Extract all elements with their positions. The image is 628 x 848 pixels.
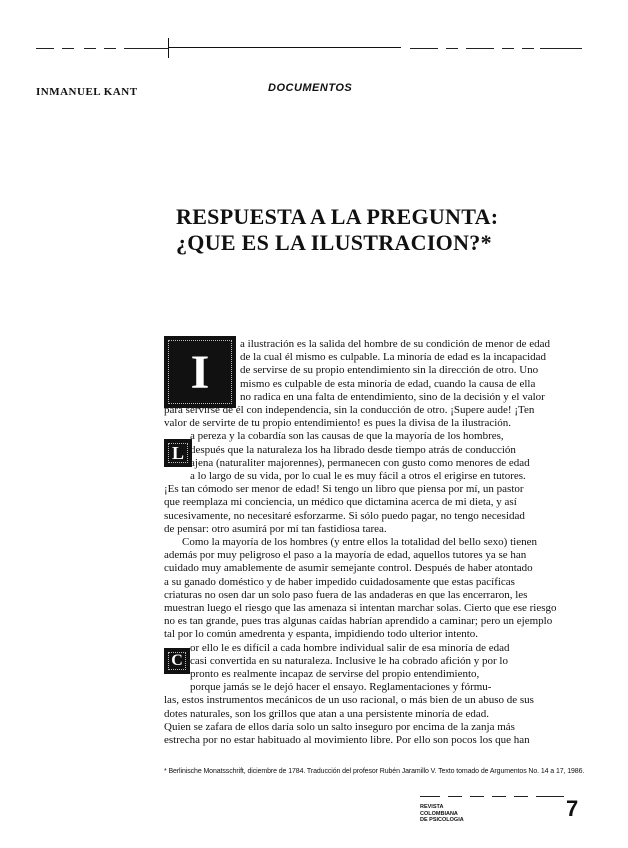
drop-cap-letter: I xyxy=(190,345,210,399)
title-line-1: RESPUESTA A LA PREGUNTA: xyxy=(176,204,499,229)
text-line: Como la mayoría de los hombres (y entre ellos la totalidad del bello sexo) tienen xyxy=(182,536,537,549)
page-number: 7 xyxy=(566,796,579,821)
text-line: cuidado muy amablemente de asumir semejante control. Después de haber atontado xyxy=(164,562,533,575)
text-line: mismo es culpable de esta minoría de edad, cuando la causa de ella xyxy=(240,377,536,390)
header-rule-right xyxy=(522,48,534,49)
text-line: que reemplaza mi conciencia, un médico que dictamina acerca de mi dieta, y así xyxy=(164,496,517,509)
footer-rule xyxy=(448,796,462,797)
text-line: no radica en una falta de entendimiento, sino de la decisión y el valor xyxy=(240,390,545,403)
text-line: porque jamás se le dejó hacer el ensayo. Reglamentaciones y fórmu- xyxy=(190,681,492,694)
header-rule-left xyxy=(36,48,54,49)
header-rule-right xyxy=(502,48,514,49)
text-line: de la cual él mismo es culpable. La minoría de edad es la incapacidad xyxy=(240,351,547,364)
text-line: a su ganado doméstico y de haber impedido cuidadosamente que estas pacíficas xyxy=(164,575,515,588)
section-label: DOCUMENTOS xyxy=(265,82,355,94)
text-line: a lo largo de su vida, por lo cual le es muy fácil a otros el erigirse en tutores. xyxy=(190,470,526,483)
text-line: a pereza y la cobardía son las causas de que la mayoría de los hombres, xyxy=(190,430,504,443)
journal-line: REVISTA xyxy=(420,804,444,810)
text-line: además por muy peligroso el paso a la mayoría de edad, aquellos tutores ya se han xyxy=(164,549,527,562)
text-line: no es tan grande, pues tras algunas caídas habrían aprendido a caminar; pero un ejemplo xyxy=(164,615,553,628)
text-line: criaturas no osen dar un solo paso fuera de las andaderas en que las encerraron, les xyxy=(164,588,528,601)
header-rule-left xyxy=(84,48,96,49)
text-line: valor de servirte de tu propio entendimiento! es pues la divisa de la ilustración. xyxy=(164,417,512,430)
header-rule-left xyxy=(124,48,168,49)
text-line: para servirse de él con independencia, sin la conducción de otro. ¡Supere aude! ¡Ten xyxy=(164,404,535,417)
text-line: muestran luego el riesgo que las amenaza si intentan marchar solas. Cierto que ese riesgo xyxy=(164,602,557,615)
header-rule-right xyxy=(446,48,458,49)
footnote: * Berlinische Monatsschrift, diciembre de 1784. Traducción del profesor Rubén Jaramillo V. Texto tomado de Argumentos No. 14 a 17, 1986. xyxy=(164,766,585,775)
drop-cap-letter: L xyxy=(171,442,184,463)
text-line: casi convertida en su naturaleza. Inclusive le ha cobrado afición y por lo xyxy=(190,654,508,667)
footer-rule xyxy=(470,796,484,797)
footer-rule xyxy=(492,796,506,797)
article-title xyxy=(176,204,498,256)
footer-rule xyxy=(420,796,440,797)
footer-rule xyxy=(536,796,564,797)
header-rule-right xyxy=(410,48,438,49)
header-rule-right xyxy=(540,48,582,49)
header-rule-right xyxy=(466,48,494,49)
author-name: INMANUEL KANT xyxy=(36,86,138,98)
header-rule-left xyxy=(62,48,74,49)
title-line-2: ¿QUE ES LA ILUSTRACION?* xyxy=(176,230,492,255)
text-line: ajena (naturaliter majorennes), permanecen con gusto como menores de edad xyxy=(190,456,530,469)
text-line: de servirse de su propio entendimiento sin la dirección de otro. Uno xyxy=(240,364,539,377)
header-rule-left xyxy=(104,48,116,49)
text-line: estrecha por no estar habituado al movimiento libre. Por ello son pocos los que han xyxy=(164,734,530,747)
text-line: or ello le es difícil a cada hombre individual salir de esa minoría de edad xyxy=(190,641,510,654)
text-line: dotes naturales, son los grillos que atan a una persistente minoría de edad. xyxy=(164,707,490,720)
journal-line: DE PSICOLOGIA xyxy=(420,817,464,823)
drop-cap-letter: C xyxy=(171,652,183,669)
text-line: sucesivamente, no necesitaré esforzarme. Si sólo puedo pagar, no tengo necesidad xyxy=(164,509,525,522)
header-tab xyxy=(168,38,401,94)
journal-name xyxy=(420,804,464,824)
text-line: pronto es realmente incapaz de servirse del propio entendimiento, xyxy=(190,668,480,681)
footer-rule xyxy=(514,796,528,797)
journal-line: COLOMBIANA xyxy=(420,810,458,817)
article-body xyxy=(164,338,584,747)
text-line: las, estos instrumentos mecánicos de un uso racional, o más bien de un abuso de sus xyxy=(164,694,534,707)
text-line: Quien se zafara de ellos daría solo un salto inseguro por encima de la zanja más xyxy=(164,720,515,733)
text-line: a ilustración es la salida del hombre de su condición de menor de edad xyxy=(240,338,551,350)
text-line: tal por lo común amedrenta y espanta, impidiendo todo ulterior intento. xyxy=(164,628,479,641)
text-line: después que la naturaleza los ha librado desde tiempo atrás de conducción xyxy=(190,443,516,456)
text-line: de pensar: otro asumirá por mí tan fastidiosa tarea. xyxy=(164,522,387,535)
text-line: ¡Es tan cómodo ser menor de edad! Si tengo un libro que piensa por mí, un pastor xyxy=(164,483,524,496)
